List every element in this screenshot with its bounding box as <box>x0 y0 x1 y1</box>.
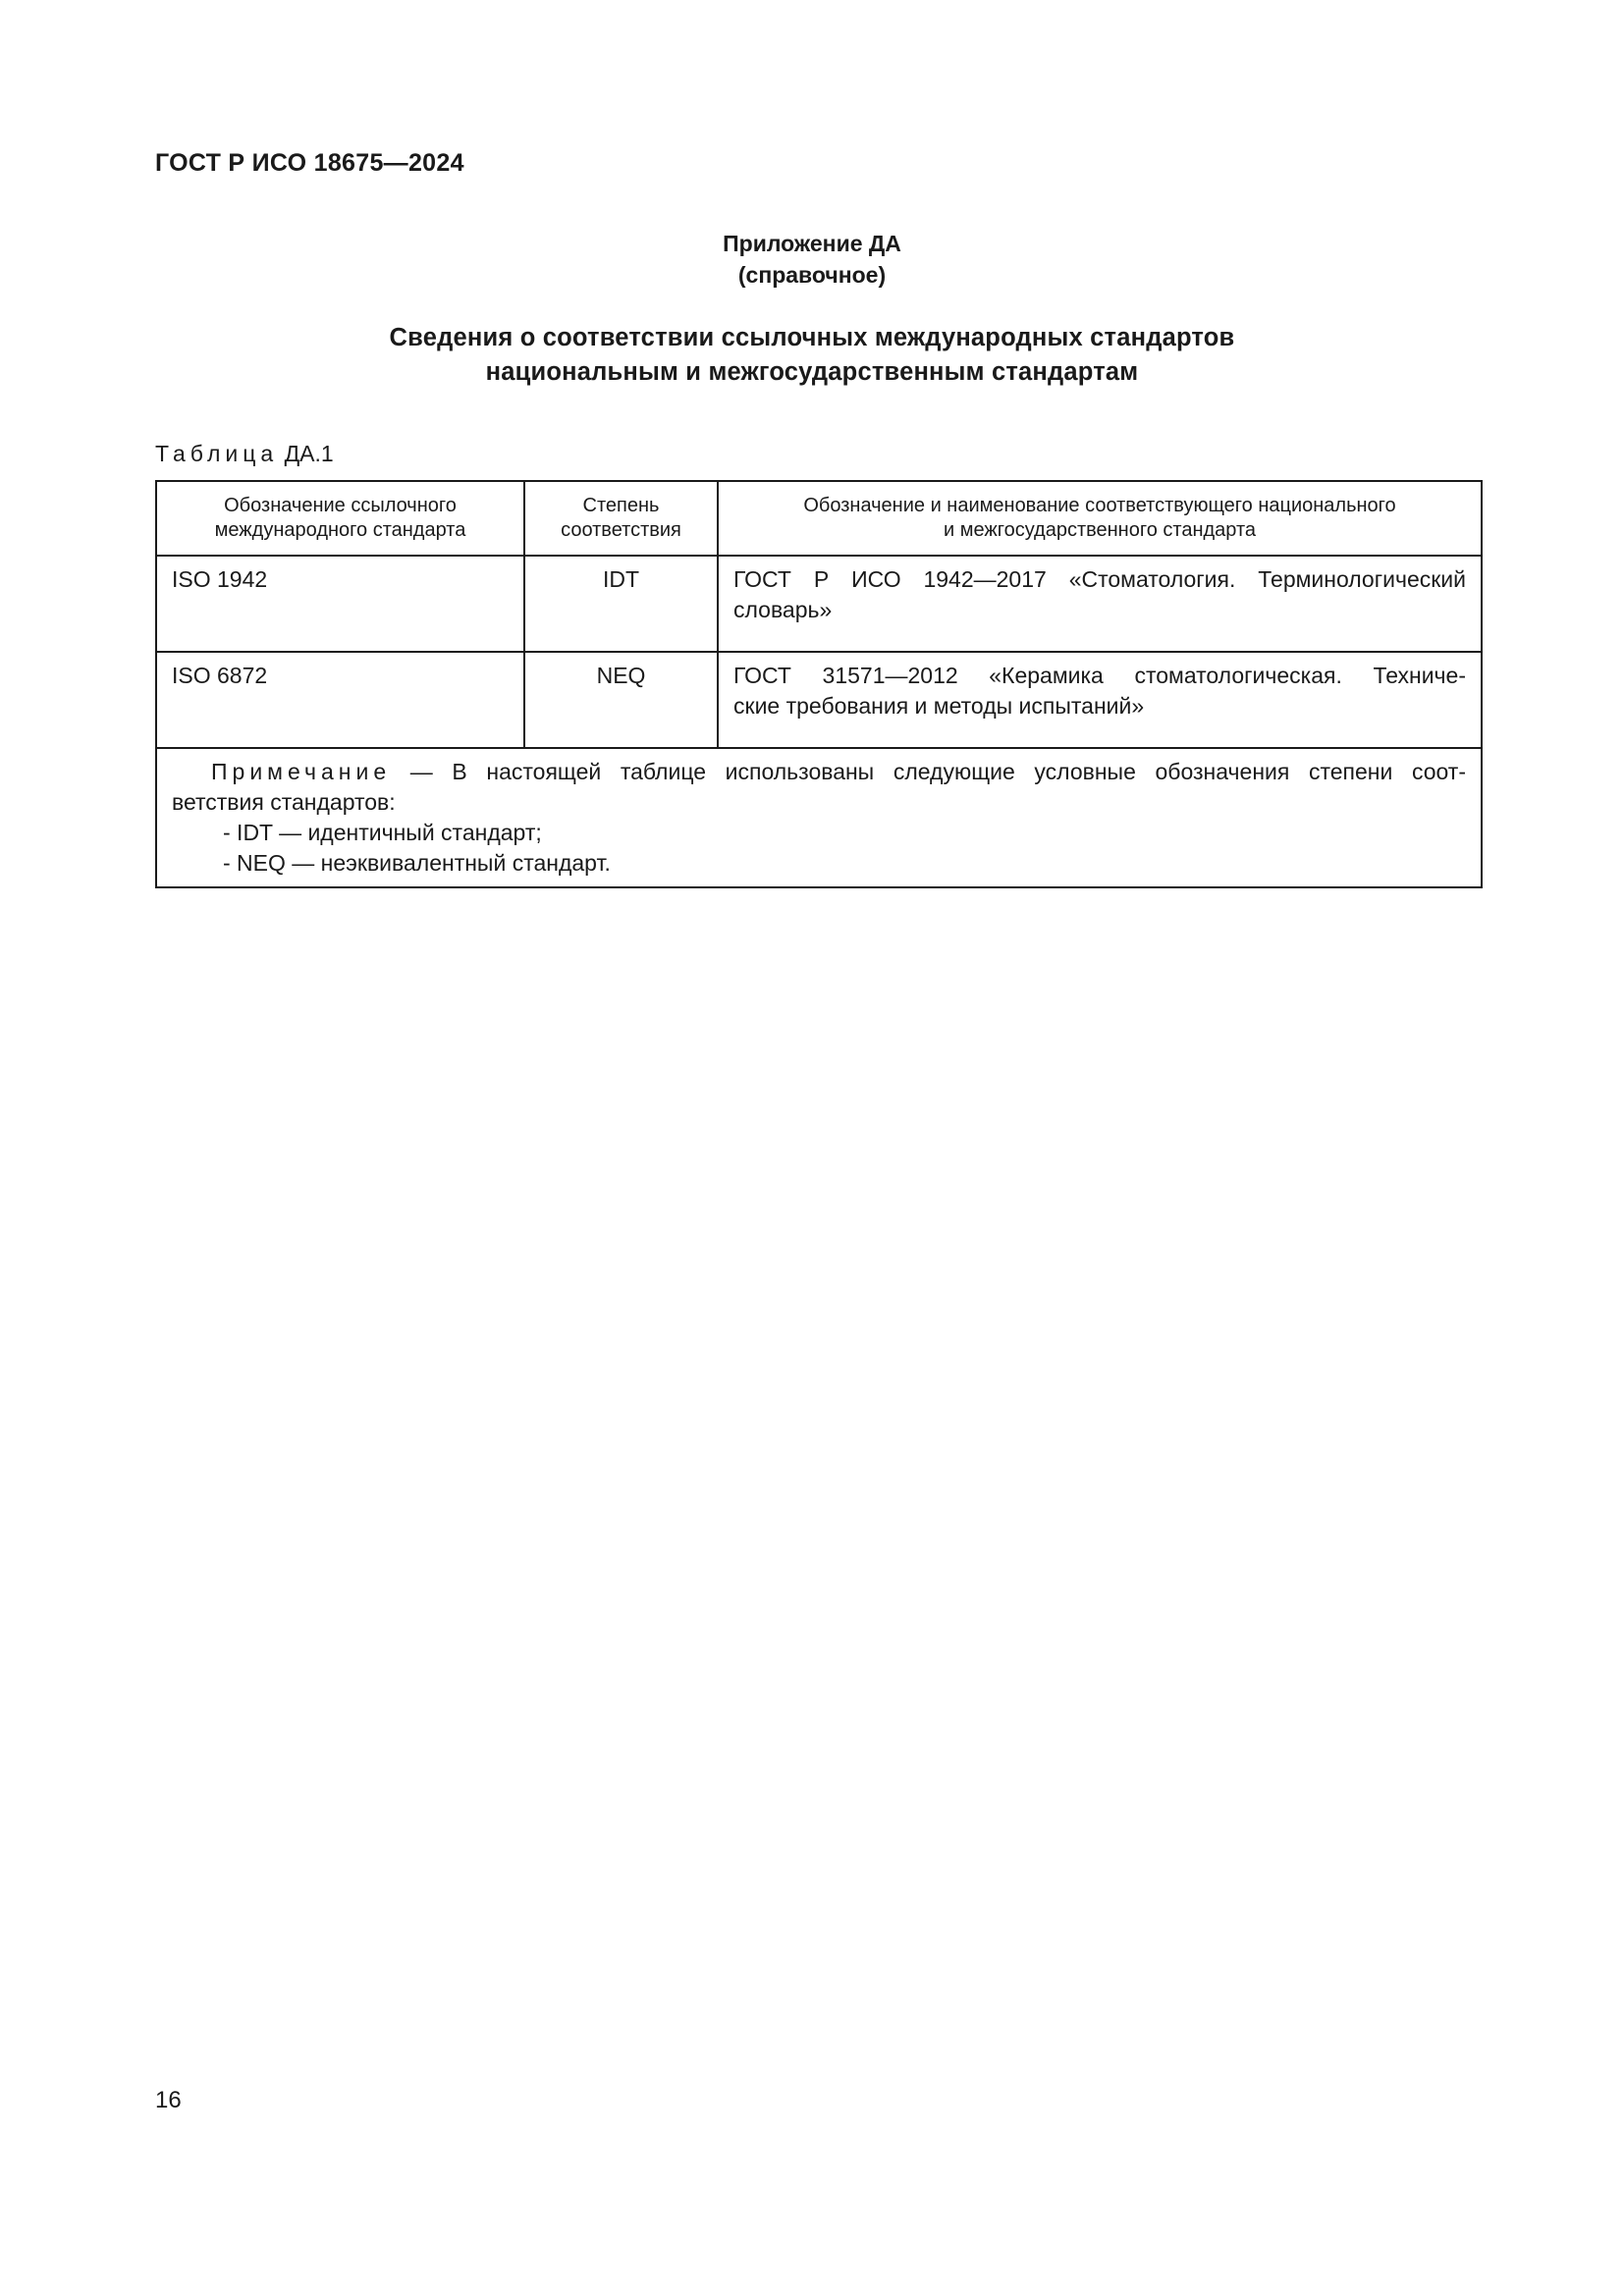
national-standard-line-1: ГОСТ 31571—2012 «Керамика стоматологическая. Техниче- <box>733 663 1466 688</box>
header-national-standard-line-1: Обозначение и наименование соответствующего национального <box>803 495 1396 516</box>
note-item-neq: - NEQ — неэквивалентный стандарт. <box>223 850 611 876</box>
intl-standard-cell: ISO 1942 <box>156 556 524 652</box>
national-standard-line-2: ские требования и методы испытаний» <box>733 693 1145 719</box>
annex-title <box>0 321 1624 390</box>
annex-status: (справочное) <box>737 262 887 288</box>
table-note-row <box>156 748 1482 887</box>
header-intl-standard <box>156 481 524 556</box>
note-line-1 <box>172 757 1466 787</box>
document-code: ГОСТ Р ИСО 18675—2024 <box>155 149 464 177</box>
header-national-standard <box>718 481 1482 556</box>
national-standard-line-1: ГОСТ Р ИСО 1942—2017 «Стоматология. Терминологический <box>733 566 1466 592</box>
correspondence-table <box>155 480 1483 888</box>
header-intl-standard-line-2: международного стандарта <box>214 519 466 541</box>
annex-title-line-2: национальным и межгосударственным стандартам <box>485 358 1139 386</box>
intl-standard-cell: ISO 6872 <box>156 652 524 748</box>
note-line-2: ветствия стандартов: <box>172 789 396 815</box>
note-text-1: — В настоящей таблице использованы следующие условные обозначения степени соот- <box>391 759 1466 784</box>
annex-label-block <box>0 228 1624 291</box>
note-item-idt: - IDT — идентичный стандарт; <box>223 820 542 845</box>
table-caption-number: ДА.1 <box>284 441 334 466</box>
header-degree-line-2: соответствия <box>561 519 681 541</box>
header-degree <box>524 481 718 556</box>
table-note <box>156 748 1482 887</box>
degree-cell: NEQ <box>524 652 718 748</box>
header-intl-standard-line-1: Обозначение ссылочного <box>224 495 457 516</box>
national-standard-cell <box>718 556 1482 652</box>
annex-label: Приложение ДА <box>723 231 901 256</box>
table-header-row <box>156 481 1482 556</box>
annex-title-line-1: Сведения о соответствии ссылочных международных стандартов <box>389 324 1235 351</box>
table-caption-word: Таблица <box>155 441 279 466</box>
national-standard-line-2: словарь» <box>733 597 833 622</box>
header-national-standard-line-2: и межгосударственного стандарта <box>943 519 1257 541</box>
table-row <box>156 556 1482 652</box>
national-standard-cell <box>718 652 1482 748</box>
degree-cell: IDT <box>524 556 718 652</box>
note-label: Примечание <box>211 759 392 784</box>
page-number: 16 <box>155 2087 182 2113</box>
table-row <box>156 652 1482 748</box>
table-caption <box>155 441 334 467</box>
header-degree-line-1: Степень <box>582 495 660 516</box>
